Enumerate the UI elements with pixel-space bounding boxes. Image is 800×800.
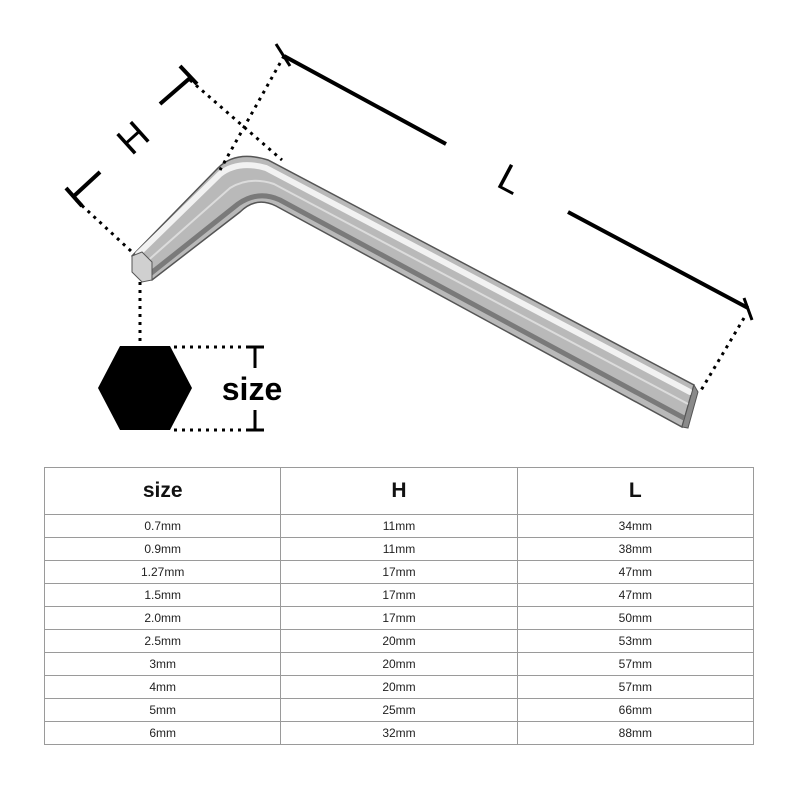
cell-l: 88mm	[517, 722, 753, 745]
cell-h: 20mm	[281, 653, 517, 676]
header-h: H	[281, 468, 517, 515]
cell-size: 3mm	[45, 653, 281, 676]
l-label: L	[490, 156, 530, 204]
cell-l: 50mm	[517, 607, 753, 630]
cell-size: 5mm	[45, 699, 281, 722]
table-row	[45, 607, 754, 630]
size-dimension	[98, 282, 282, 430]
header-size: size	[45, 468, 281, 515]
cell-size: 2.5mm	[45, 630, 281, 653]
cell-size: 2.0mm	[45, 607, 281, 630]
cell-size: 1.27mm	[45, 561, 281, 584]
header-l: L	[517, 468, 753, 515]
table-row	[45, 515, 754, 538]
table-row	[45, 722, 754, 745]
table-header-row	[45, 468, 754, 515]
table-row	[45, 538, 754, 561]
cell-h: 20mm	[281, 630, 517, 653]
h-label: H	[109, 113, 158, 164]
table-row	[45, 630, 754, 653]
hex-key-body	[132, 156, 694, 427]
cell-size: 0.7mm	[45, 515, 281, 538]
cell-h: 32mm	[281, 722, 517, 745]
cell-l: 66mm	[517, 699, 753, 722]
hexagon-icon	[98, 346, 192, 430]
cell-l: 47mm	[517, 561, 753, 584]
cell-size: 1.5mm	[45, 584, 281, 607]
cell-h: 17mm	[281, 607, 517, 630]
table-row	[45, 584, 754, 607]
cell-size: 4mm	[45, 676, 281, 699]
cell-l: 34mm	[517, 515, 753, 538]
size-label: size	[221, 371, 283, 407]
spec-table	[44, 467, 754, 745]
cell-h: 11mm	[281, 538, 517, 561]
cell-l: 57mm	[517, 653, 753, 676]
cell-h: 11mm	[281, 515, 517, 538]
cell-size: 0.9mm	[45, 538, 281, 561]
cell-size: 6mm	[45, 722, 281, 745]
cell-l: 47mm	[517, 584, 753, 607]
cell-h: 20mm	[281, 676, 517, 699]
table-row	[45, 561, 754, 584]
cell-l: 38mm	[517, 538, 753, 561]
cell-h: 25mm	[281, 699, 517, 722]
cell-l: 53mm	[517, 630, 753, 653]
cell-h: 17mm	[281, 584, 517, 607]
cell-l: 57mm	[517, 676, 753, 699]
table-row	[45, 676, 754, 699]
cell-h: 17mm	[281, 561, 517, 584]
table-row	[45, 699, 754, 722]
hex-key-illustration	[132, 156, 698, 428]
table-row	[45, 653, 754, 676]
